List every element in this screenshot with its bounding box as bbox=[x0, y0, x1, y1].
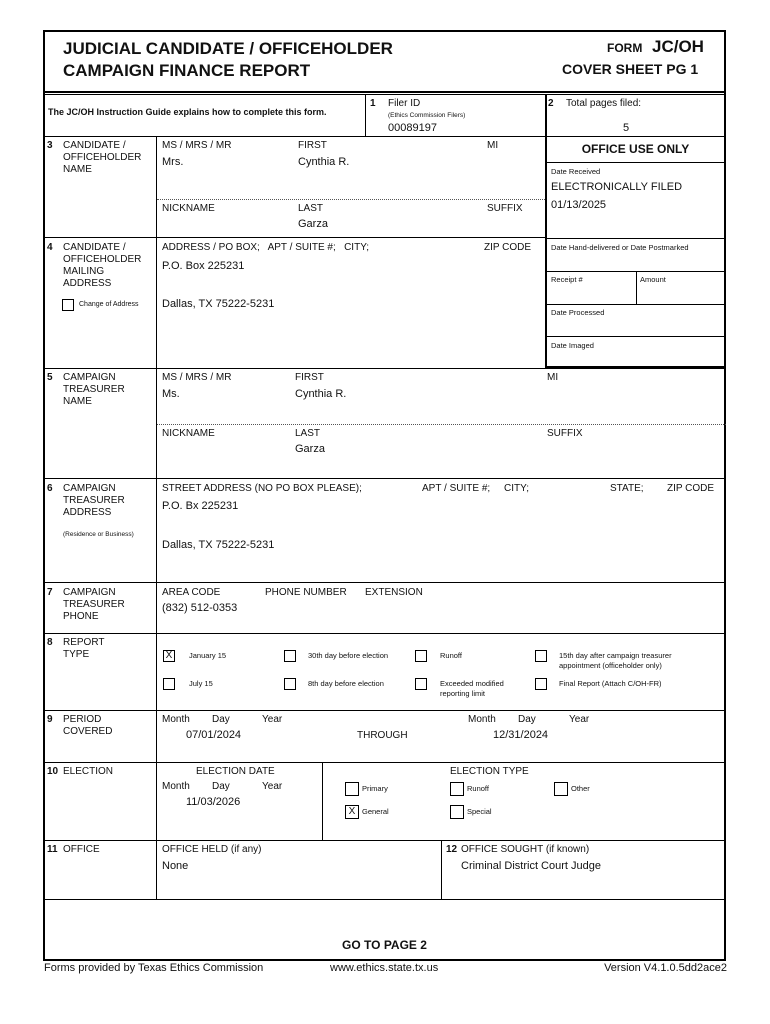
election-type-label: ELECTION TYPE bbox=[450, 766, 529, 777]
day15-label-1: 15th day after campaign treasurer bbox=[559, 651, 672, 660]
filer-id-label: Filer ID bbox=[388, 98, 421, 109]
change-of-address-label: Change of Address bbox=[79, 301, 139, 308]
section-11-num: 11 bbox=[47, 844, 58, 855]
final-report-label: Final Report (Attach C/OH-FR) bbox=[559, 679, 662, 688]
filer-num: 1 bbox=[370, 98, 376, 109]
other-checkbox[interactable] bbox=[554, 782, 568, 796]
cand-zip-label: ZIP CODE bbox=[484, 242, 532, 253]
cand-mi-label: MI bbox=[487, 140, 499, 151]
hand-delivered-label: Date Hand-delivered or Date Postmarked bbox=[551, 243, 689, 252]
jul15-label: July 15 bbox=[189, 679, 213, 688]
primary-label: Primary bbox=[362, 784, 388, 793]
runoff-election-label: Runoff bbox=[467, 784, 489, 793]
section-12-num: 12 bbox=[446, 844, 458, 855]
treas-prefix-label: MS / MRS / MR bbox=[162, 372, 232, 383]
cand-prefix-label: MS / MRS / MR bbox=[162, 140, 232, 151]
treas-state-label: STATE; bbox=[610, 483, 644, 494]
period-to-value: 12/31/2024 bbox=[493, 729, 549, 741]
treas-first-label: FIRST bbox=[295, 372, 324, 383]
day15-label-2: appointment (officeholder only) bbox=[559, 661, 662, 670]
treas-last-value: Garza bbox=[295, 443, 325, 455]
day8-label: 8th day before election bbox=[308, 679, 384, 688]
cand-nickname-label: NICKNAME bbox=[162, 203, 215, 214]
office-held-label: OFFICE HELD (if any) bbox=[162, 844, 262, 855]
section-8-num: 8 bbox=[47, 637, 53, 648]
filed-status: ELECTRONICALLY FILED bbox=[551, 181, 683, 193]
cand-prefix-value: Mrs. bbox=[162, 156, 184, 168]
period-through-label: THROUGH bbox=[357, 730, 408, 741]
section-3-label: CANDIDATE / OFFICEHOLDER NAME bbox=[63, 140, 142, 175]
treas-address-line2: Dallas, TX 75222-5231 bbox=[162, 539, 275, 551]
treas-first-value: Cynthia R. bbox=[295, 388, 347, 400]
footer-website[interactable]: www.ethics.state.tx.us bbox=[330, 962, 439, 974]
jan15-checkbox[interactable]: X bbox=[163, 650, 175, 662]
filer-id-sublabel: (Ethics Commission Filers) bbox=[388, 112, 466, 119]
runoff-report-checkbox[interactable] bbox=[415, 650, 427, 662]
general-label: General bbox=[362, 807, 389, 816]
cand-last-value: Garza bbox=[298, 218, 328, 230]
form-title-line2: CAMPAIGN FINANCE REPORT bbox=[63, 61, 311, 80]
jul15-checkbox[interactable] bbox=[163, 678, 175, 690]
label-column-divider bbox=[156, 136, 157, 899]
election-year-label: Year bbox=[262, 781, 283, 792]
filer-id-value: 00089197 bbox=[388, 122, 437, 134]
election-date-label: ELECTION DATE bbox=[196, 766, 275, 777]
treas-address-line1: P.O. Bx 225231 bbox=[162, 500, 239, 512]
instruction-text: The JC/OH Instruction Guide explains how to complete this form. bbox=[48, 107, 327, 117]
office-sought-value: Criminal District Court Judge bbox=[461, 860, 601, 872]
treas-nickname-label: NICKNAME bbox=[162, 428, 215, 439]
section-3-num: 3 bbox=[47, 140, 53, 151]
final-report-checkbox[interactable] bbox=[535, 678, 547, 690]
cand-suffix-label: SUFFIX bbox=[487, 203, 523, 214]
primary-checkbox[interactable] bbox=[345, 782, 359, 796]
special-checkbox[interactable] bbox=[450, 805, 464, 819]
runoff-election-checkbox[interactable] bbox=[450, 782, 464, 796]
office-use-title: OFFICE USE ONLY bbox=[581, 142, 690, 156]
cand-first-label: FIRST bbox=[298, 140, 327, 151]
go-to-page-2: GO TO PAGE 2 bbox=[342, 938, 427, 952]
office-sought-label: OFFICE SOUGHT (if known) bbox=[461, 844, 590, 855]
amount-label: Amount bbox=[640, 275, 666, 284]
date-received-label: Date Received bbox=[551, 167, 601, 176]
date-received-value: 01/13/2025 bbox=[551, 199, 607, 211]
period-to-year-label: Year bbox=[569, 714, 590, 725]
receipt-label: Receipt # bbox=[551, 275, 583, 284]
cand-last-label: LAST bbox=[298, 203, 324, 214]
section-10-num: 10 bbox=[47, 766, 59, 777]
treas-zip-label: ZIP CODE bbox=[667, 483, 715, 494]
exceeded-label-1: Exceeded modified bbox=[440, 679, 504, 688]
cand-first-value: Cynthia R. bbox=[298, 156, 350, 168]
cand-address-line1: P.O. Box 225231 bbox=[162, 260, 245, 272]
pages-label: Total pages filed: bbox=[566, 98, 642, 109]
pages-value: 5 bbox=[623, 122, 630, 134]
exceeded-label-2: reporting limit bbox=[440, 689, 486, 698]
treas-last-label: LAST bbox=[295, 428, 321, 439]
date-imaged-label: Date Imaged bbox=[551, 341, 594, 350]
cand-address-line2: Dallas, TX 75222-5231 bbox=[162, 298, 275, 310]
period-to-day-label: Day bbox=[518, 714, 536, 725]
cand-address-header-label: ADDRESS / PO BOX; APT / SUITE #; CITY; bbox=[162, 242, 369, 253]
office-held-value: None bbox=[162, 860, 189, 872]
treas-mi-label: MI bbox=[547, 372, 559, 383]
election-month-label: Month bbox=[162, 781, 190, 792]
form-title-line1: JUDICIAL CANDIDATE / OFFICEHOLDER bbox=[63, 39, 393, 58]
period-from-day-label: Day bbox=[212, 714, 230, 725]
section-6-sublabel: (Residence or Business) bbox=[63, 531, 134, 538]
section-4-label: CANDIDATE / OFFICEHOLDER MAILING ADDRESS bbox=[63, 242, 142, 289]
area-code-label: AREA CODE bbox=[162, 587, 221, 598]
section-6-label: CAMPAIGN TREASURER ADDRESS bbox=[63, 483, 125, 518]
runoff-report-label: Runoff bbox=[440, 651, 462, 660]
footer-provider: Forms provided by Texas Ethics Commission bbox=[44, 962, 264, 974]
day8-checkbox[interactable] bbox=[284, 678, 296, 690]
footer-version: Version V4.1.0.5dd2ace2 bbox=[604, 962, 727, 974]
form-code: JC/OH bbox=[652, 37, 704, 56]
header-rule bbox=[43, 91, 726, 93]
section-9-label: PERIOD COVERED bbox=[63, 714, 113, 737]
treas-apt-city-label: APT / SUITE #; CITY; bbox=[422, 483, 529, 494]
date-processed-label: Date Processed bbox=[551, 308, 605, 317]
section-8-label: REPORT TYPE bbox=[63, 637, 105, 660]
section-9-num: 9 bbox=[47, 714, 53, 725]
section-11-label: OFFICE bbox=[63, 844, 100, 855]
section-5-label: CAMPAIGN TREASURER NAME bbox=[63, 372, 125, 407]
section-4-num: 4 bbox=[47, 242, 53, 253]
phone-number-label: PHONE NUMBER bbox=[265, 587, 347, 598]
section-7-num: 7 bbox=[47, 587, 53, 598]
special-label: Special bbox=[467, 807, 492, 816]
section-7-label: CAMPAIGN TREASURER PHONE bbox=[63, 587, 125, 622]
jan15-label: January 15 bbox=[189, 651, 227, 660]
treas-phone-value: (832) 512-0353 bbox=[162, 602, 238, 614]
section-6-num: 6 bbox=[47, 483, 53, 494]
period-from-value: 07/01/2024 bbox=[186, 729, 242, 741]
treas-suffix-label: SUFFIX bbox=[547, 428, 583, 439]
day15-checkbox[interactable] bbox=[535, 650, 547, 662]
change-of-address-checkbox[interactable] bbox=[62, 299, 74, 311]
extension-label: EXTENSION bbox=[365, 587, 423, 598]
treas-prefix-value: Ms. bbox=[162, 388, 180, 400]
election-date-value: 11/03/2026 bbox=[186, 796, 241, 808]
section-5-num: 5 bbox=[47, 372, 53, 383]
period-from-year-label: Year bbox=[262, 714, 283, 725]
section-10-label: ELECTION bbox=[63, 766, 114, 777]
cover-sheet-label: COVER SHEET PG 1 bbox=[562, 61, 699, 77]
election-day-label: Day bbox=[212, 781, 230, 792]
period-to-month-label: Month bbox=[468, 714, 496, 725]
treas-address-header-label: STREET ADDRESS (NO PO BOX PLEASE); bbox=[162, 483, 362, 494]
day30-label: 30th day before election bbox=[308, 651, 389, 660]
other-label: Other bbox=[571, 784, 590, 793]
header-rule-inner bbox=[43, 94, 726, 95]
general-checkbox[interactable]: X bbox=[345, 805, 359, 819]
day30-checkbox[interactable] bbox=[284, 650, 296, 662]
period-from-month-label: Month bbox=[162, 714, 190, 725]
form-prefix: FORM bbox=[607, 41, 643, 55]
pages-num: 2 bbox=[548, 98, 554, 109]
exceeded-limit-checkbox[interactable] bbox=[415, 678, 427, 690]
